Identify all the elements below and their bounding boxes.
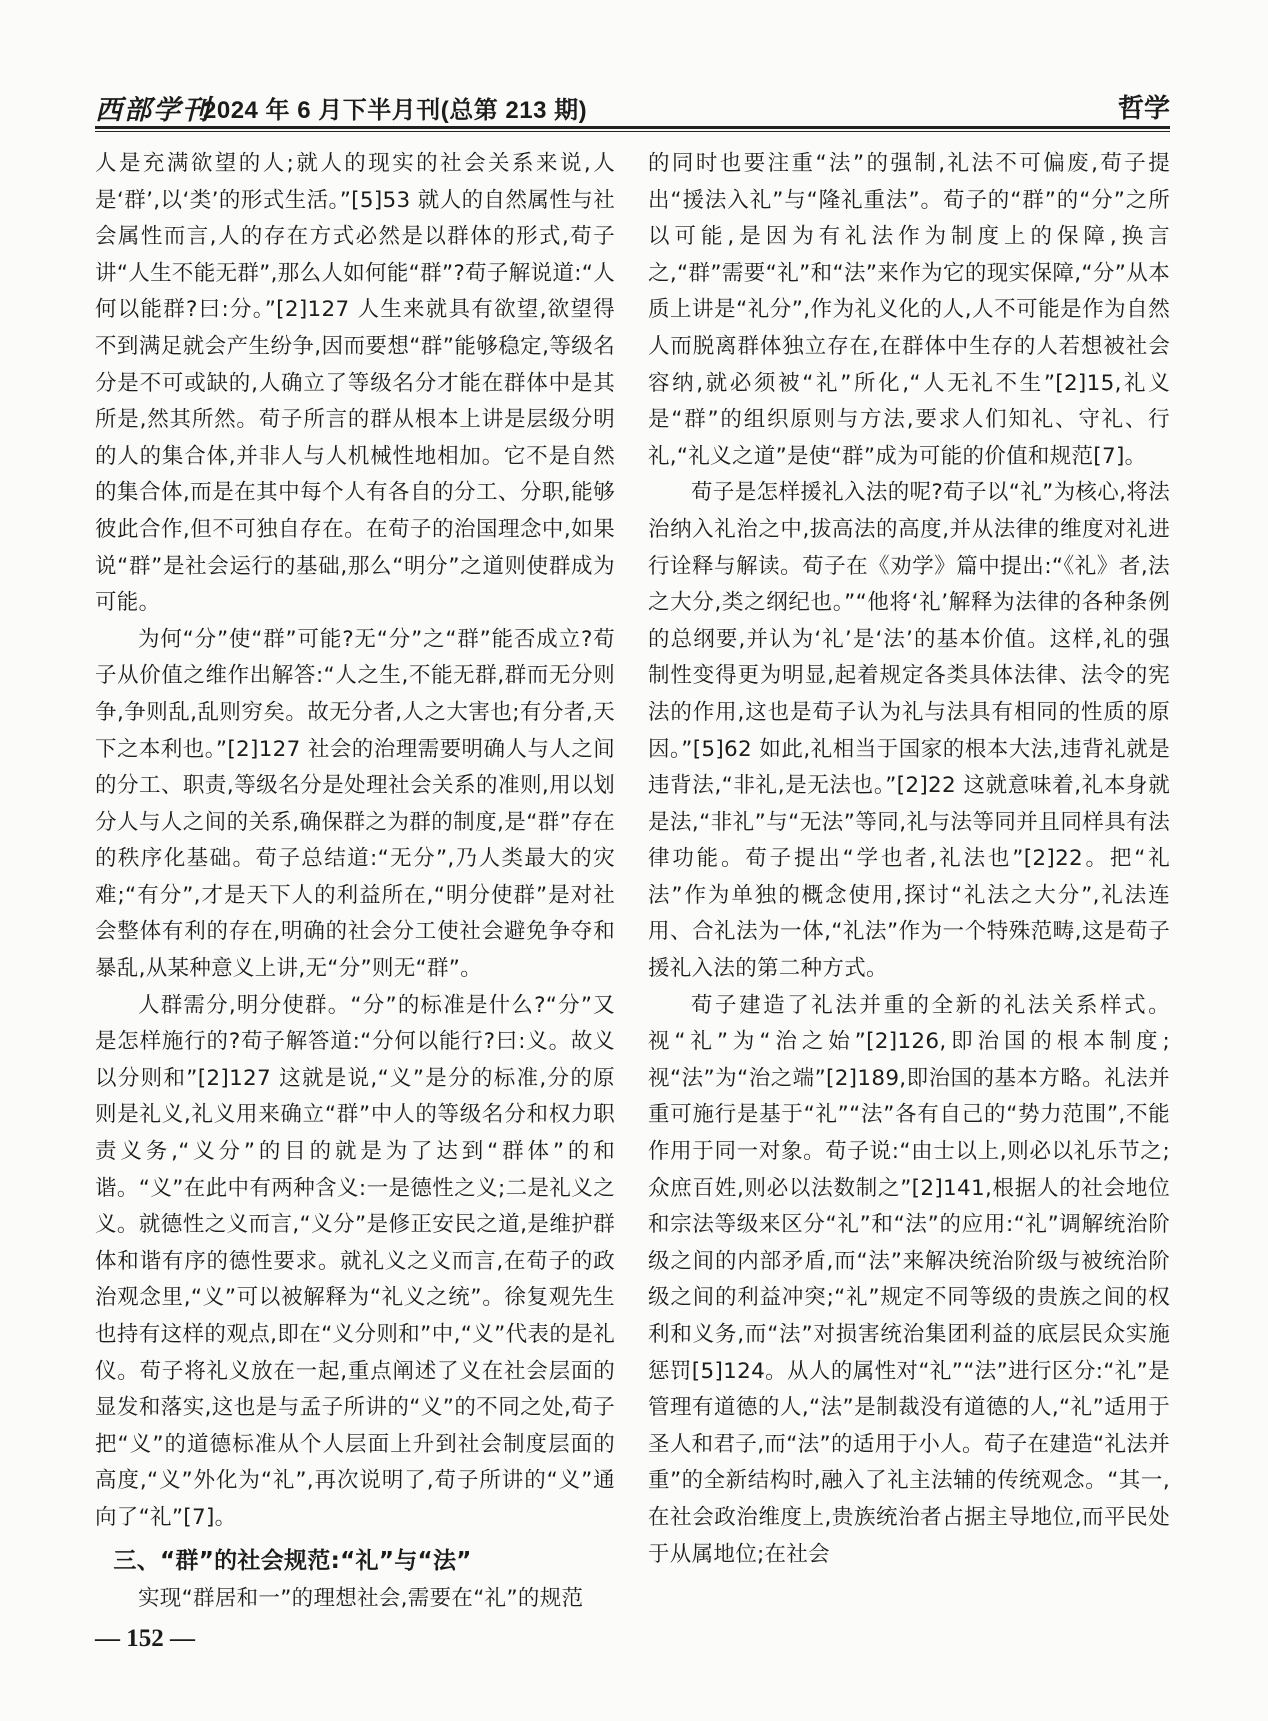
paragraph: 人是充满欲望的人;就人的现实的社会关系来说,人是‘群’,以‘类’的形式生活。”[5]53 就人的自然属性与社会属性而言,人的存在方式必然是以群体的形式,荀子讲“人生不能无群”,那么人如何能“群”?荀子解说道:“人何以能群?曰:分。”[2]127 人生来就具有欲望,欲望得不到满足就会产生纷争,因而要想“群”能够稳定,等级名分是不可或缺的,人确立了等级名分才能在群体中是其所是,然其所然。荀子所言的群从根本上讲是层级分明的人的集合体,并非人与人机械性地相加。它不是自然的集合体,而是在其中每个人有各自的分工、分职,能够彼此合作,但不可独自存在。在荀子的治国理念中,如果说“群”是社会运行的基础,那么“明分”之道则使群成为可能。 xyxy=(95,151,615,616)
section-heading: 三、“群”的社会规范:“礼”与“法” xyxy=(113,1547,472,1574)
header-rule-thick xyxy=(95,126,1170,129)
paragraph: 为何“分”使“群”可能?无“分”之“群”能否成立?荀子从价值之维作出解答:“人之生,不能无群,群而无分则争,争则乱,乱则穷矣。故无分者,人之大害也;有分者,天下之本利也。”[2]127 社会的治理需要明确人与人之间的分工、职责,等级名分是处理社会关系的准则,用以划分人与人之间的关系,确保群之为群的制度,是“群”存在的秩序化基础。荀子总结道:“无分”,乃人类最大的灾难;“有分”,才是天下人的利益所在,“明分使群”是对社会整体有利的存在,明确的社会分工使社会避免争夺和暴乱,从某种意义上讲,无“分”则无“群”。 xyxy=(95,626,615,982)
right-column xyxy=(648,146,1170,1573)
paragraph: 的同时也要注重“法”的强制,礼法不可偏废,荀子提出“援法入礼”与“隆礼重法”。荀子的“群”的“分”之所以可能,是因为有礼法作为制度上的保障,换言之,“群”需要“礼”和“法”来作为它的现实保障,“分”从本质上讲是“礼分”,作为礼义化的人,人不可能是作为自然人而脱离群体独立存在,在群体中生存的人若想被社会容纳,就必须被“礼”所化,“人无礼不生”[2]15,礼义是“群”的组织原则与方法,要求人们知礼、守礼、行礼,“礼义之道”是使“群”成为可能的价值和规范[7]。 xyxy=(648,151,1170,469)
paragraph: 人群需分,明分使群。“分”的标准是什么?“分”又是怎样施行的?荀子解答道:“分何以能行?曰:义。故义以分则和”[2]127 这就是说,“义”是分的标准,分的原则是礼义,礼义用来确立“群”中人的等级名分和权力职责义务,“义分”的目的就是为了达到“群体”的和谐。“义”在此中有两种含义:一是德性之义;二是礼义之义。就德性之义而言,“义分”是修正安民之道,是维护群体和谐有序的德性要求。就礼义之义而言,在荀子的政治观念里,“义”可以被解释为“礼义之统”。徐复观先生也持有这样的观点,即在“义分则和”中,“义”代表的是礼仪。荀子将礼义放在一起,重点阐述了义在社会层面的显发和落实,这也是与孟子所讲的“义”的不同之处,荀子把“义”的道德标准从个人层面上升到社会制度层面的高度,“义”外化为“礼”,再次说明了,荀子所讲的“义”通向了“礼”[7]。 xyxy=(95,992,615,1530)
paragraph: 荀子是怎样援礼入法的呢?荀子以“礼”为核心,将法治纳入礼治之中,拔高法的高度,并从法律的维度对礼进行诠释与解读。荀子在《劝学》篇中提出:“《礼》者,法之大分,类之纲纪也。”“他将‘礼’解释为法律的各种条例的总纲要,并认为‘礼’是‘法’的基本价值。这样,礼的强制性变得更为明显,起着规定各类具体法律、法令的宪法的作用,这也是荀子认为礼与法具有相同的性质的原因。”[5]62 如此,礼相当于国家的根本大法,违背礼就是违背法,“非礼,是无法也。”[2]22 这就意味着,礼本身就是法,“非礼”与“无法”等同,礼与法等同并且同样具有法律功能。荀子提出“学也者,礼法也”[2]22。把“礼法”作为单独的概念使用,探讨“礼法之大分”,礼法连用、合礼法为一体,“礼法”作为一个特殊范畴,这是荀子援礼入法的第二种方式。 xyxy=(648,480,1170,982)
paragraph: 荀子建造了礼法并重的全新的礼法关系样式。视“礼”为“治之始”[2]126,即治国的根本制度;视“法”为“治之端”[2]189,即治国的基本方略。礼法并重可施行是基于“礼”“法”各有自己的“势力范围”,不能作用于同一对象。荀子说:“由士以上,则必以礼乐节之;众庶百姓,则必以法数制之”[2]141,根据人的社会地位和宗法等级来区分“礼”和“法”的应用:“礼”调解统治阶级之间的内部矛盾,而“法”来解决统治阶级与被统治阶级之间的利益冲突;“礼”规定不同等级的贵族之间的权利和义务,而“法”对损害统治集团利益的底层民众实施惩罚[5]124。从人的属性对“礼”“法”进行区分:“礼”是管理有道德的人,“法”是制裁没有道德的人,“礼”适用于圣人和君子,而“法”的适用于小人。荀子在建造“礼法并重”的全新结构时,融入了礼主法辅的传统观念。“其一,在社会政治维度上,贵族统治者占据主导地位,而平民处于从属地位;在社会 xyxy=(648,992,1170,1567)
paragraph: 实现“群居和一”的理想社会,需要在“礼”的规范 xyxy=(138,1586,584,1612)
issue-info: 2024 年 6 月下半月刊(总第 213 期) xyxy=(203,97,588,124)
page-number: — 152 — xyxy=(95,1625,195,1652)
left-column xyxy=(95,146,615,1618)
header-rule-thin xyxy=(95,131,1170,132)
section-label: 哲学 xyxy=(1117,94,1170,124)
running-header xyxy=(95,88,1170,126)
journal-logo: 西部学刊 xyxy=(95,95,211,126)
